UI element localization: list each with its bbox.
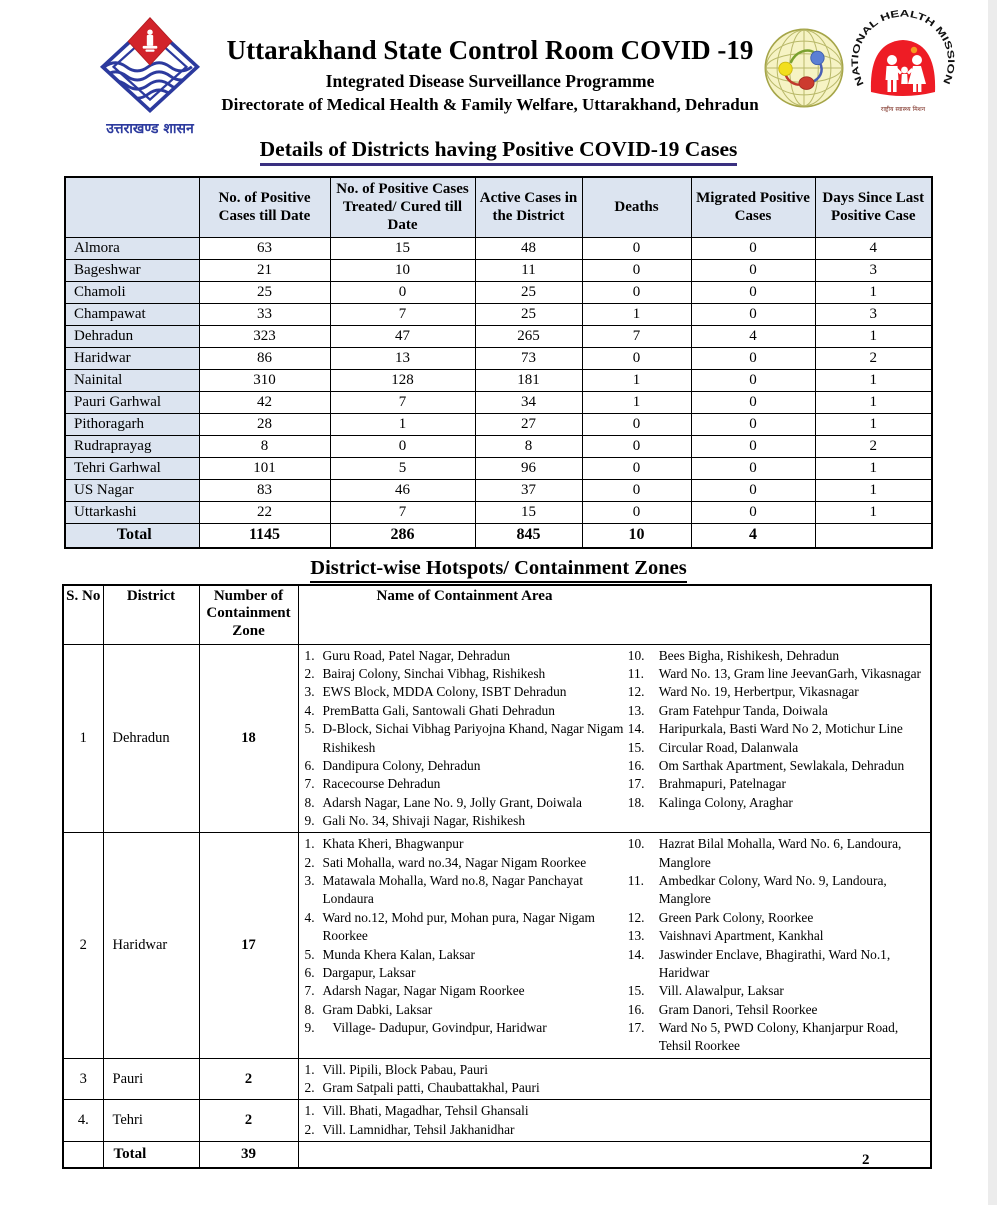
cases-value-cell: 63	[199, 237, 330, 259]
area-item-number: 11.	[627, 666, 644, 682]
area-item-number: 14.	[627, 946, 645, 962]
area-item-text: Dargapur, Laksar	[322, 964, 416, 980]
containment-area-item	[303, 1121, 929, 1139]
containment-area-list	[303, 1061, 929, 1098]
containment-areas-columns	[303, 647, 929, 831]
containment-area-item	[303, 647, 628, 665]
area-item-text: Om Sarthak Apartment, Sewlakala, Dehradun	[658, 757, 905, 773]
district-name-cell: Champawat	[65, 303, 199, 325]
area-item-text: Bairaj Colony, Sinchai Vibhag, Rishikesh	[322, 666, 546, 682]
cases-value-cell: 4	[691, 325, 815, 347]
area-item-number: 5.	[304, 946, 315, 962]
area-item-number: 6.	[304, 757, 315, 773]
cases-value-cell: 21	[199, 259, 330, 281]
area-item-number: 6.	[304, 964, 315, 980]
containment-area-item	[303, 794, 628, 812]
containment-area-item	[303, 964, 628, 982]
containment-area-item	[628, 739, 928, 757]
cases-value-cell: 128	[330, 369, 475, 391]
document-subtitle-1: Integrated Disease Surveillance Programme	[325, 70, 655, 91]
containment-areas-columns	[303, 835, 929, 1055]
hotspots-total-row	[63, 1142, 931, 1168]
area-item-text: Racecourse Dehradun	[322, 776, 441, 792]
area-item-number: 5.	[304, 721, 315, 737]
area-item-text: Gram Fatehpur Tanda, Doiwala	[658, 702, 828, 718]
area-item-number: 18.	[627, 794, 645, 810]
hotspots-column-header: Number of Containment Zone	[199, 585, 298, 644]
containment-area-list	[303, 1102, 929, 1139]
hotspots-heading-text: District-wise Hotspots/ Containment Zones	[310, 557, 686, 583]
area-item-number: 9.	[304, 1019, 315, 1035]
cases-total-value-cell: 4	[691, 523, 815, 548]
area-item-text: Sati Mohalla, ward no.34, Nagar Nigam Roorkee	[322, 854, 587, 870]
area-item-text: Matawala Mohalla, Ward no.8, Nagar Panchayat Londaura	[322, 873, 583, 907]
cases-value-cell: 0	[691, 391, 815, 413]
containment-areas-columns	[303, 1061, 929, 1098]
cases-total-value-cell: 10	[582, 523, 691, 548]
district-name-cell: Haridwar	[65, 347, 199, 369]
cases-value-cell: 25	[199, 281, 330, 303]
idsp-globe-logo	[762, 26, 846, 110]
zone-count-cell: 18	[199, 644, 298, 833]
document-title: Uttarakhand State Control Room COVID -19	[226, 35, 754, 65]
containment-area-item	[303, 872, 628, 909]
cases-value-cell: 96	[475, 457, 582, 479]
cases-value-cell: 28	[199, 413, 330, 435]
cases-value-cell: 1	[582, 369, 691, 391]
cases-value-cell: 0	[582, 237, 691, 259]
area-item-number: 1.	[304, 647, 315, 663]
cases-value-cell: 0	[691, 435, 815, 457]
cases-value-cell: 0	[691, 237, 815, 259]
cases-value-cell: 22	[199, 501, 330, 523]
containment-area-item	[628, 872, 928, 909]
cases-total-value-cell: 845	[475, 523, 582, 548]
nhm-logo	[851, 8, 955, 120]
positive-cases-table	[64, 176, 933, 549]
cases-value-cell: 0	[582, 479, 691, 501]
cases-value-cell: 0	[691, 369, 815, 391]
cases-district-row	[65, 391, 932, 413]
cases-value-cell: 1	[330, 413, 475, 435]
area-item-text: Ward No 5, PWD Colony, Khanjarpur Road, Tehsil Roorkee	[658, 1019, 899, 1054]
area-item-number: 7.	[304, 776, 315, 792]
cases-district-row	[65, 501, 932, 523]
cases-value-cell: 25	[475, 281, 582, 303]
containment-area-item	[628, 909, 928, 927]
containment-area-item	[303, 946, 628, 964]
cases-value-cell: 1	[815, 391, 932, 413]
hotspot-district-cell: Dehradun	[103, 644, 199, 833]
containment-area-item	[628, 1001, 928, 1019]
containment-area-item	[303, 909, 628, 946]
area-item-number: 9.	[304, 812, 315, 828]
cases-total-value-cell: 1145	[199, 523, 330, 548]
cases-value-cell: 0	[691, 479, 815, 501]
cases-value-cell: 181	[475, 369, 582, 391]
district-name-cell: Chamoli	[65, 281, 199, 303]
containment-area-item	[303, 1061, 929, 1079]
cases-value-cell: 7	[582, 325, 691, 347]
cases-value-cell: 8	[475, 435, 582, 457]
cases-value-cell: 101	[199, 457, 330, 479]
area-item-text: Vaishnavi Apartment, Kankhal	[658, 928, 824, 944]
cases-value-cell: 0	[330, 435, 475, 457]
containment-area-item	[628, 775, 928, 793]
area-item-number: 11.	[627, 873, 644, 889]
area-item-text: Ward No. 19, Herbertpur, Vikasnagar	[658, 684, 859, 700]
area-item-number: 1.	[304, 1061, 315, 1077]
cases-district-row	[65, 325, 932, 347]
uttarakhand-emblem-icon	[94, 14, 206, 116]
hotspot-district-row	[63, 644, 931, 833]
serial-number-cell: 3	[63, 1058, 103, 1100]
area-item-number: 8.	[304, 1001, 315, 1017]
area-item-number: 17.	[627, 776, 645, 792]
area-item-number: 2.	[304, 666, 315, 682]
area-item-text: Vill. Lamnidhar, Tehsil Jakhanidhar	[322, 1121, 515, 1137]
cases-value-cell: 0	[691, 259, 815, 281]
cases-value-cell: 7	[330, 391, 475, 413]
hotspot-district-cell: Tehri	[103, 1100, 199, 1142]
containment-zones-table	[62, 584, 932, 1169]
area-item-text: Gali No. 34, Shivaji Nagar, Rishikesh	[322, 812, 526, 828]
containment-area-item	[303, 982, 628, 1000]
area-item-number: 3.	[304, 873, 315, 889]
cases-value-cell: 25	[475, 303, 582, 325]
containment-area-item	[628, 720, 928, 738]
area-item-number: 13.	[627, 702, 645, 718]
hotspots-column-header: Name of Containment Area	[298, 585, 931, 644]
area-item-number: 4.	[304, 702, 315, 718]
cases-value-cell: 5	[330, 457, 475, 479]
containment-area-item	[303, 720, 628, 757]
area-item-number: 10.	[627, 647, 645, 663]
zone-count-cell: 2	[199, 1058, 298, 1100]
cases-value-cell: 3	[815, 303, 932, 325]
hotspot-district-row	[63, 833, 931, 1058]
area-item-number: 10.	[627, 836, 645, 852]
district-name-cell: Nainital	[65, 369, 199, 391]
hotspots-total-areas-empty-cell	[298, 1142, 931, 1168]
cases-value-cell: 0	[691, 501, 815, 523]
cases-column-header	[65, 177, 199, 237]
cases-value-cell: 0	[691, 281, 815, 303]
area-item-text: Khata Kheri, Bhagwanpur	[322, 836, 464, 852]
page-number: 2	[862, 1152, 870, 1168]
area-item-number: 16.	[627, 1001, 645, 1017]
containment-area-item	[303, 1079, 929, 1097]
cases-value-cell: 1	[582, 391, 691, 413]
containment-area-item	[628, 946, 928, 983]
cases-value-cell: 4	[815, 237, 932, 259]
nhm-badge-icon	[851, 8, 955, 120]
containment-area-item	[628, 794, 928, 812]
area-item-number: 16.	[627, 757, 645, 773]
containment-areas-cell	[298, 1058, 931, 1100]
containment-areas-cell	[298, 1100, 931, 1142]
cases-district-row	[65, 303, 932, 325]
cases-value-cell: 1	[582, 303, 691, 325]
area-item-text: Vill. Pipili, Block Pabau, Pauri	[322, 1061, 488, 1077]
containment-area-item	[303, 683, 628, 701]
cases-value-cell: 0	[691, 457, 815, 479]
area-item-number: 3.	[304, 684, 315, 700]
area-item-text: Ward no.12, Mohd pur, Mohan pura, Nagar Nigam Roorkee	[322, 909, 595, 944]
area-item-number: 8.	[304, 794, 315, 810]
containment-area-item	[628, 683, 928, 701]
area-item-text: Vill. Bhati, Magadhar, Tehsil Ghansali	[322, 1103, 529, 1119]
area-item-text: Vill. Alawalpur, Laksar	[658, 983, 784, 999]
cases-value-cell: 27	[475, 413, 582, 435]
cases-value-cell: 0	[582, 435, 691, 457]
containment-area-item	[628, 702, 928, 720]
area-item-number: 14.	[627, 721, 645, 737]
district-name-cell: US Nagar	[65, 479, 199, 501]
area-item-text: Munda Khera Kalan, Laksar	[322, 946, 475, 962]
cases-value-cell: 265	[475, 325, 582, 347]
area-item-number: 17.	[627, 1019, 645, 1035]
hotspots-total-empty-cell	[63, 1142, 103, 1168]
cases-value-cell: 0	[582, 413, 691, 435]
area-item-text: PremBatta Gali, Santowali Ghati Dehradun	[322, 702, 555, 718]
cases-value-cell: 7	[330, 501, 475, 523]
cases-value-cell: 0	[582, 281, 691, 303]
nhm-hindi-caption: राष्ट्रीय स्वास्थ्य मिशन	[880, 106, 926, 113]
containment-area-item	[303, 1102, 929, 1120]
cases-value-cell: 1	[815, 281, 932, 303]
hotspots-column-header: S. No	[63, 585, 103, 644]
cases-value-cell: 33	[199, 303, 330, 325]
cases-value-cell: 1	[815, 457, 932, 479]
containment-area-item	[303, 1001, 628, 1019]
cases-value-cell: 2	[815, 435, 932, 457]
document-subtitle-2: Directorate of Medical Health & Family Welfare, Uttarakhand, Dehradun	[221, 94, 759, 114]
district-name-cell: Uttarkashi	[65, 501, 199, 523]
area-item-text: Guru Road, Patel Nagar, Dehradun	[322, 647, 511, 663]
hotspots-section-heading	[0, 554, 997, 583]
area-item-number: 15.	[627, 739, 645, 755]
hotspot-district-row	[63, 1100, 931, 1142]
containment-area-item	[628, 665, 928, 683]
area-item-text: Bees Bigha, Rishikesh, Dehradun	[658, 647, 840, 663]
containment-areas-cell	[298, 644, 931, 833]
serial-number-cell: 4.	[63, 1100, 103, 1142]
cases-value-cell: 34	[475, 391, 582, 413]
page-edge-strip	[988, 0, 997, 1205]
cases-value-cell: 0	[582, 347, 691, 369]
containment-area-list	[628, 647, 928, 812]
containment-area-list	[628, 835, 928, 1055]
cases-column-header: Deaths	[582, 177, 691, 237]
area-item-text: Haripurkala, Basti Ward No 2, Motichur Line	[658, 721, 903, 737]
area-item-text: D-Block, Sichai Vibhag Pariyojna Khand, Nagar Nigam Rishikesh	[322, 721, 624, 755]
cases-total-value-cell	[815, 523, 932, 548]
cases-value-cell: 46	[330, 479, 475, 501]
cases-value-cell: 42	[199, 391, 330, 413]
area-item-number: 12.	[627, 684, 645, 700]
serial-number-cell: 1	[63, 644, 103, 833]
district-name-cell: Pauri Garhwal	[65, 391, 199, 413]
containment-areas-columns	[303, 1102, 929, 1139]
cases-value-cell: 15	[475, 501, 582, 523]
area-item-text: Ward No. 13, Gram line JeevanGarh, Vikasnagar	[658, 666, 921, 682]
district-name-cell: Pithoragarh	[65, 413, 199, 435]
area-item-number: 2.	[304, 1080, 315, 1096]
cases-heading-text: Details of Districts having Positive COVID-19 Cases	[260, 137, 738, 166]
nhm-arc-text: NATIONAL HEALTH MISSION	[851, 8, 955, 88]
cases-value-cell: 1	[815, 479, 932, 501]
area-item-text: Brahmapuri, Patelnagar	[658, 776, 786, 792]
idsp-globe-icon	[762, 26, 846, 110]
containment-area-item	[628, 982, 928, 1000]
containment-area-item	[628, 927, 928, 945]
cases-district-row	[65, 237, 932, 259]
cases-value-cell: 48	[475, 237, 582, 259]
area-item-text: Gram Dabki, Laksar	[322, 1001, 433, 1017]
containment-area-item	[303, 775, 628, 793]
cases-district-row	[65, 259, 932, 281]
zone-count-cell: 2	[199, 1100, 298, 1142]
area-item-text: Gram Satpali patti, Chaubattakhal, Pauri	[322, 1080, 540, 1096]
hotspots-table-header-row	[63, 585, 931, 644]
cases-value-cell: 13	[330, 347, 475, 369]
cases-section-heading	[0, 136, 997, 166]
cases-value-cell: 47	[330, 325, 475, 347]
containment-area-item	[628, 757, 928, 775]
containment-area-item	[303, 854, 628, 872]
cases-district-row	[65, 281, 932, 303]
containment-area-item	[628, 835, 928, 872]
cases-table-header-row	[65, 177, 932, 237]
cases-value-cell: 10	[330, 259, 475, 281]
cases-total-value-cell: 286	[330, 523, 475, 548]
cases-value-cell: 7	[330, 303, 475, 325]
cases-district-row	[65, 413, 932, 435]
zone-count-cell: 17	[199, 833, 298, 1058]
cases-value-cell: 310	[199, 369, 330, 391]
hotspots-total-count-cell: 39	[199, 1142, 298, 1168]
cases-column-header: Migrated Positive Cases	[691, 177, 815, 237]
hotspots-column-header: District	[103, 585, 199, 644]
containment-area-item	[303, 835, 628, 853]
area-item-number: 15.	[627, 983, 645, 999]
containment-area-item	[303, 757, 628, 775]
area-item-text: Kalinga Colony, Araghar	[658, 794, 793, 810]
cases-total-label-cell: Total	[65, 523, 199, 548]
district-name-cell: Bageshwar	[65, 259, 199, 281]
cases-total-row	[65, 523, 932, 548]
district-name-cell: Rudraprayag	[65, 435, 199, 457]
hotspots-total-label-cell: Total	[103, 1142, 199, 1168]
hotspot-district-cell: Haridwar	[103, 833, 199, 1058]
cases-value-cell: 0	[582, 501, 691, 523]
cases-value-cell: 0	[582, 259, 691, 281]
cases-value-cell: 0	[691, 303, 815, 325]
area-item-number: 1.	[304, 1103, 315, 1119]
containment-area-item	[628, 647, 928, 665]
containment-area-item	[303, 812, 628, 830]
area-item-text: Hazrat Bilal Mohalla, Ward No. 6, Landoura, Manglore	[658, 836, 902, 870]
cases-value-cell: 37	[475, 479, 582, 501]
cases-value-cell: 0	[582, 457, 691, 479]
containment-areas-cell	[298, 833, 931, 1058]
cases-value-cell: 1	[815, 369, 932, 391]
hotspot-district-row	[63, 1058, 931, 1100]
cases-district-row	[65, 479, 932, 501]
containment-area-list	[303, 835, 628, 1037]
document-header	[205, 36, 775, 115]
cases-value-cell: 83	[199, 479, 330, 501]
area-item-number: 12.	[627, 909, 645, 925]
cases-value-cell: 0	[330, 281, 475, 303]
containment-area-item	[303, 1019, 628, 1037]
cases-value-cell: 2	[815, 347, 932, 369]
cases-value-cell: 15	[330, 237, 475, 259]
area-item-text: Adarsh Nagar, Nagar Nigam Roorkee	[322, 983, 525, 999]
area-item-number: 1.	[304, 836, 315, 852]
area-item-number: 2.	[304, 1121, 315, 1137]
area-item-number: 4.	[304, 909, 315, 925]
cases-column-header: Active Cases in the District	[475, 177, 582, 237]
cases-value-cell: 0	[691, 413, 815, 435]
containment-area-item	[303, 702, 628, 720]
cases-value-cell: 11	[475, 259, 582, 281]
area-item-text: Circular Road, Dalanwala	[658, 739, 799, 755]
district-name-cell: Dehradun	[65, 325, 199, 347]
area-item-text: Green Park Colony, Roorkee	[658, 909, 814, 925]
containment-area-item	[628, 1019, 928, 1056]
cases-value-cell: 1	[815, 325, 932, 347]
cases-district-row	[65, 369, 932, 391]
cases-column-header: No. of Positive Cases Treated/ Cured till Date	[330, 177, 475, 237]
serial-number-cell: 2	[63, 833, 103, 1058]
uttarakhand-logo-caption: उत्तराखण्ड शासन	[106, 121, 194, 137]
uttarakhand-govt-logo	[92, 14, 208, 138]
district-name-cell: Almora	[65, 237, 199, 259]
area-item-text: Gram Danori, Tehsil Roorkee	[658, 1001, 818, 1017]
cases-value-cell: 1	[815, 501, 932, 523]
cases-value-cell: 0	[691, 347, 815, 369]
cases-value-cell: 73	[475, 347, 582, 369]
area-item-text: Ambedkar Colony, Ward No. 9, Landoura, Manglore	[658, 873, 887, 907]
area-item-number: 13.	[627, 928, 645, 944]
cases-value-cell: 8	[199, 435, 330, 457]
area-item-text: Adarsh Nagar, Lane No. 9, Jolly Grant, Doiwala	[322, 794, 582, 810]
hotspot-district-cell: Pauri	[103, 1058, 199, 1100]
area-item-number: 2.	[304, 854, 315, 870]
area-item-number: 7.	[304, 983, 315, 999]
containment-area-item	[303, 665, 628, 683]
cases-district-row	[65, 347, 932, 369]
district-name-cell: Tehri Garhwal	[65, 457, 199, 479]
cases-column-header: Days Since Last Positive Case	[815, 177, 932, 237]
cases-value-cell: 86	[199, 347, 330, 369]
cases-district-row	[65, 435, 932, 457]
containment-area-list	[303, 647, 628, 831]
cases-value-cell: 3	[815, 259, 932, 281]
cases-value-cell: 323	[199, 325, 330, 347]
area-item-text: Jaswinder Enclave, Bhagirathi, Ward No.1, Haridwar	[658, 946, 891, 980]
cases-value-cell: 1	[815, 413, 932, 435]
area-item-text: Village- Dadupur, Govindpur, Haridwar	[322, 1019, 547, 1035]
cases-district-row	[65, 457, 932, 479]
cases-column-header: No. of Positive Cases till Date	[199, 177, 330, 237]
area-item-text: EWS Block, MDDA Colony, ISBT Dehradun	[322, 684, 567, 700]
area-item-text: Dandipura Colony, Dehradun	[322, 757, 481, 773]
